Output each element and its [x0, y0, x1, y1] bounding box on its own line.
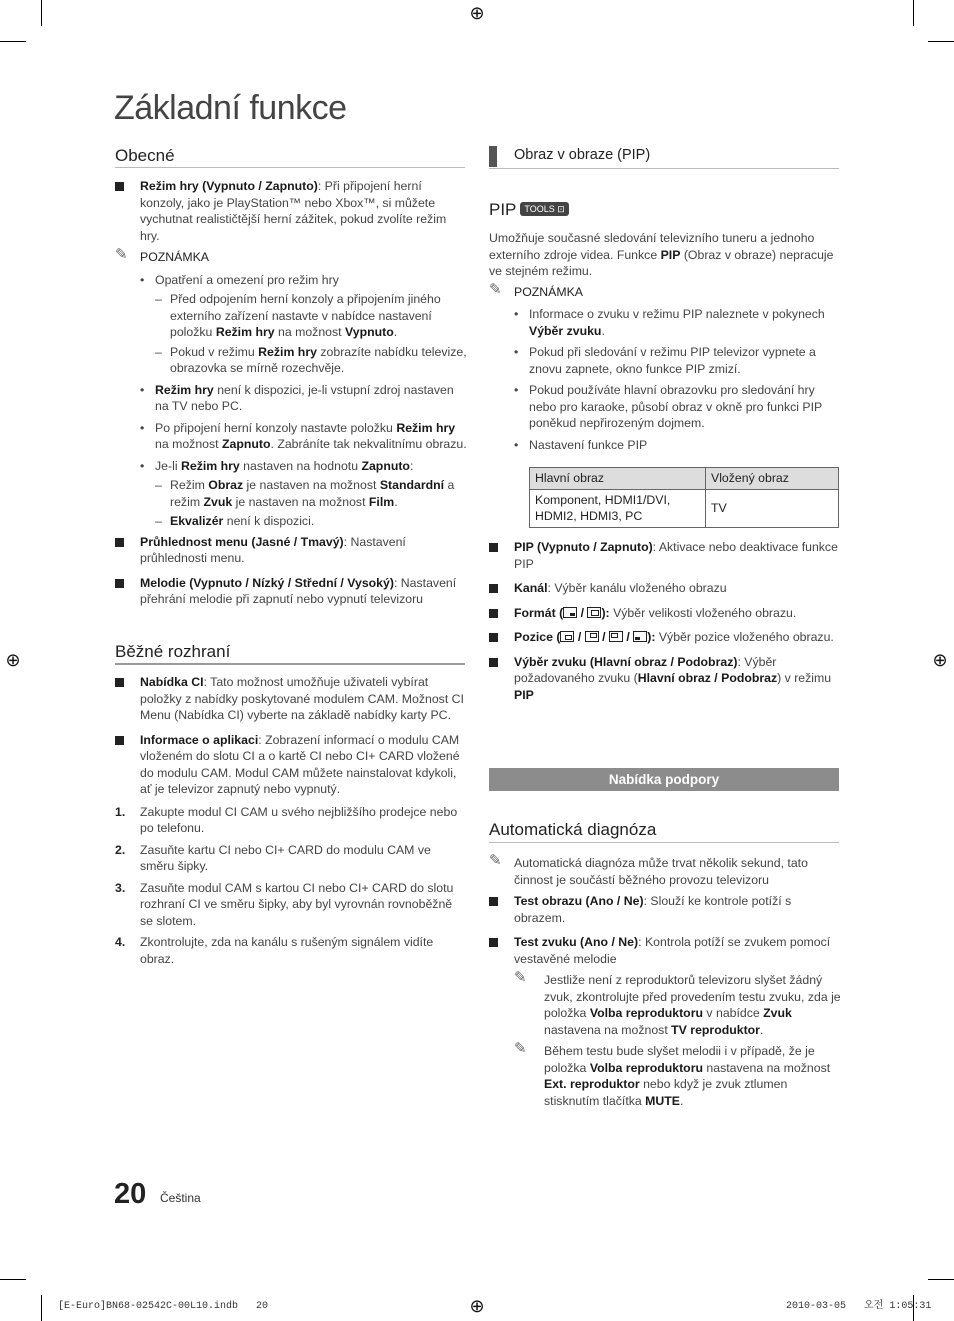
- step-text: Zakupte modul CI CAM u svého nejbližšího prodejce nebo po telefonu.: [140, 804, 458, 835]
- step-item: [115, 804, 465, 837]
- format-small-icon: [563, 607, 577, 618]
- bold-term: ):: [601, 605, 610, 620]
- pip-title: PIP: [489, 200, 517, 219]
- bold-term: Ext. reproduktor: [544, 1077, 640, 1091]
- bezne-content: [115, 674, 465, 967]
- bullet-square-icon: [489, 658, 498, 667]
- text: Jestliže není z reproduktorů televizoru slyšet žádný zvuk, zkontrolujte před provedením testu zvuku, zda je položka: [544, 973, 841, 1020]
- text: Je-li: [155, 458, 181, 473]
- bold-term: Režim hry: [258, 344, 317, 359]
- bullet-square-icon: [115, 736, 124, 745]
- bold-term: PIP: [660, 247, 681, 262]
- bold-term: Standardní: [379, 478, 445, 492]
- bold-term: PIP (Vypnuto / Zapnuto): [514, 540, 653, 554]
- bullet-pip: [489, 539, 841, 572]
- heading-rule: [489, 842, 839, 843]
- dash-icon: –: [155, 344, 162, 359]
- bullet-dot-icon: •: [140, 458, 145, 473]
- crop-mark: [913, 0, 914, 26]
- bullet-text: Výběr velikosti vloženého obrazu.: [609, 605, 797, 620]
- bullet-text: : Zobrazení informací o modulu CAM vloženém do slotu CI a o kartě CI nebo CI+ CARD vložené do modulu CAM. Modul CAM můžete nainstalovat kdykoli, ať je televizor zapnutý nebo vypnutý.: [140, 732, 460, 796]
- text: Umožňuje současné sledování televizního tuneru a jednoho externího zdroje videa. Funkce: [489, 231, 815, 262]
- text: .: [393, 325, 398, 339]
- dash-icon: –: [155, 514, 162, 528]
- step-text: Zasuňte modul CAM s kartou CI nebo CI+ CARD do slotu rozhraní CI ve směru šipky, aby byl vyrovnán rovnoběžně se slotem.: [140, 880, 454, 928]
- pencil-note-icon: ✎: [514, 969, 527, 986]
- bold-term: ):: [647, 630, 656, 644]
- registration-mark-icon: ⊕: [469, 1296, 485, 1316]
- step-number: 3.: [115, 880, 126, 895]
- bold-term: MUTE: [645, 1093, 680, 1108]
- bullet-dot-icon: •: [514, 345, 519, 359]
- note-header: [115, 246, 467, 266]
- bullet-test-zvuku: [489, 934, 841, 967]
- text: : Výběr požadovaného zvuku (: [514, 654, 777, 685]
- bullet-text: : Slouží ke kontrole potíží s obrazem.: [514, 894, 792, 925]
- bullet-format: [489, 605, 841, 622]
- text: (Obraz v obraze) nepracuje ve stejném režimu.: [489, 247, 834, 278]
- bullet-pozice: [489, 629, 841, 646]
- table-cell: TV: [706, 489, 839, 527]
- bullet-text: Výběr pozice vloženého obrazu.: [655, 630, 834, 644]
- bold-term: TV reproduktor: [671, 1022, 760, 1037]
- pip-options: [489, 539, 841, 703]
- note-label: POZNÁMKA: [140, 250, 210, 264]
- step-text: Zasuňte kartu CI nebo CI+ CARD do modulu CAM ve směru šipky.: [140, 842, 431, 873]
- bullet-kanal: [489, 580, 841, 597]
- dash-item: [155, 291, 467, 341]
- text: je nastaven na možnost: [232, 494, 369, 509]
- bullet-dot-icon: •: [514, 307, 519, 321]
- text: není k dispozici.: [223, 514, 315, 528]
- step-item: [115, 934, 465, 967]
- bold-term: Nabídka CI: [140, 675, 204, 689]
- obecne-content: [115, 178, 467, 608]
- heading-rule: [115, 167, 465, 168]
- step-text: Zkontrolujte, zda na kanálu s rušeným signálem vidíte obraz.: [140, 935, 434, 966]
- bold-term: Film: [368, 494, 395, 509]
- bold-term: PIP: [514, 687, 534, 702]
- separator: /: [622, 630, 634, 644]
- bold-term: Formát (: [514, 605, 564, 620]
- bold-term: Volba reproduktoru: [589, 1006, 703, 1020]
- table-cell: Komponent, HDMI1/DVI, HDMI2, HDMI3, PC: [530, 489, 706, 527]
- bold-term: Výběr zvuku (Hlavní obraz / Podobraz): [514, 654, 738, 669]
- bullet-text: : Nastavení přehrání melodie při zapnutí nebo vypnutí televizoru: [140, 575, 457, 606]
- text: Informace o zvuku v režimu PIP naleznete v pokynech: [529, 307, 825, 321]
- text: nastavena na možnost: [544, 1022, 672, 1037]
- tools-icon: ⊡: [557, 204, 565, 214]
- bold-term: Režim hry: [396, 420, 456, 435]
- bold-term: Informace o aplikaci: [140, 732, 259, 747]
- position-bottom-right-icon: [560, 631, 574, 642]
- bold-term: Volba reproduktoru: [589, 1060, 703, 1075]
- text: nebo když je zvuk ztlumen stisknutím tlačítka: [544, 1077, 788, 1108]
- section-title: Obraz v obraze (PIP): [514, 147, 651, 163]
- bold-term: Melodie (Vypnuto / Nízký / Střední / Vysoký): [140, 575, 394, 590]
- note-text: Pokud při sledování v režimu PIP televizor vypnete a znovu zapnete, okno funkce PIP zmizí.: [529, 345, 816, 376]
- note-item: [514, 306, 839, 339]
- text: Během testu bude slyšet melodii i v případě, že je položka: [544, 1044, 815, 1075]
- crop-mark: [0, 41, 26, 42]
- bold-term: Obraz: [208, 478, 244, 492]
- note-label: POZNÁMKA: [514, 284, 584, 299]
- pencil-note-icon: ✎: [489, 852, 502, 869]
- bullet-text: : Aktivace nebo deaktivace funkce PIP: [514, 540, 838, 571]
- text: zobrazíte nabídku televize, obrazovka se mírně rozechvěje.: [170, 344, 467, 375]
- note-item: [140, 458, 467, 475]
- dash-item: [155, 477, 467, 510]
- step-item: [115, 842, 465, 875]
- bullet-dot-icon: •: [140, 272, 145, 287]
- note-item: [514, 1040, 841, 1109]
- text: nastaven na hodnotu: [239, 458, 362, 473]
- bullet-dot-icon: •: [514, 437, 519, 452]
- bullet-square-icon: [115, 678, 124, 687]
- text: .: [394, 494, 398, 509]
- section-heading-auto-diagnoza: Automatická diagnóza: [489, 820, 657, 839]
- position-top-left-icon: [609, 631, 623, 642]
- dash-icon: –: [155, 478, 162, 492]
- text: .: [601, 323, 605, 338]
- bold-term: Režim hry: [215, 325, 275, 339]
- text: je nastaven na možnost: [243, 478, 380, 492]
- page-language: Čeština: [160, 1191, 201, 1205]
- text: nastavena na možnost: [703, 1060, 831, 1075]
- registration-mark-icon: ⊕: [469, 3, 485, 23]
- note-text: Nastavení funkce PIP: [529, 437, 648, 452]
- text: Režim: [170, 478, 209, 492]
- text: Před odpojením herní konzoly a připojením jiného externího zařízení nastavte v nabídce nastavení položku: [170, 292, 441, 339]
- bullet-pruhlednost: [115, 534, 467, 567]
- format-large-icon: [587, 607, 601, 618]
- bold-term: Průhlednost menu (Jasné / Tmavý): [140, 534, 344, 549]
- crop-mark: [0, 1279, 26, 1280]
- bullet-square-icon: [489, 938, 498, 947]
- bullet-text: : Tato možnost umožňuje uživateli vybírat položky z nabídky poskytované modulem CAM. Možnost CI Menu (Nabídka CI) vyberte na základě nabídky karty PC.: [140, 675, 464, 722]
- separator: /: [577, 605, 588, 620]
- note-list: [489, 306, 839, 453]
- bold-term: Hlavní obraz / Podobraz: [637, 671, 778, 685]
- bullet-text: : Při připojení herní konzoly, jako je PlayStation™ nebo Xbox™, si můžete vychutnat realističtější herní zážitek, pokud zvolíte režim hry.: [140, 179, 447, 243]
- page-title: Základní funkce: [114, 89, 347, 127]
- note-text: Opatření a omezení pro režim hry: [155, 272, 339, 287]
- note-item: [140, 420, 467, 453]
- note-item: [514, 382, 839, 432]
- bold-term: Režim hry: [155, 382, 214, 397]
- crop-mark: [41, 0, 42, 26]
- support-menu-banner: Nabídka podpory: [489, 768, 839, 791]
- dash-list: [140, 477, 467, 530]
- dash-item: [155, 344, 467, 377]
- text: .: [679, 1093, 684, 1108]
- dash-item: [155, 513, 467, 530]
- bold-term: Výběr zvuku: [529, 323, 602, 338]
- bold-term: Zapnuto: [222, 437, 271, 451]
- bold-term: Zapnuto: [361, 458, 410, 473]
- dash-list: [140, 291, 467, 377]
- text: :: [409, 458, 414, 473]
- bold-term: Test obrazu (Ano / Ne): [514, 894, 644, 908]
- bullet-dot-icon: •: [140, 382, 145, 397]
- text: Po připojení herní konzoly nastavte položku: [155, 420, 397, 435]
- bullet-dot-icon: •: [514, 383, 519, 397]
- crop-mark: [928, 41, 954, 42]
- auto-content: [489, 852, 841, 1109]
- position-top-right-icon: [585, 631, 599, 642]
- text: .: [759, 1022, 764, 1037]
- pip-settings-table: [529, 467, 839, 528]
- bullet-test-obrazu: [489, 893, 841, 926]
- bold-term: Pozice (: [514, 630, 561, 644]
- note-item: [140, 382, 467, 415]
- note-item: [514, 437, 839, 454]
- text: a režim: [170, 478, 455, 509]
- step-number: 1.: [115, 804, 126, 819]
- separator: /: [574, 630, 585, 644]
- note-item: [514, 344, 839, 377]
- note-text: není k dispozici, je-li vstupní zdroj nastaven na TV nebo PC.: [155, 382, 454, 413]
- step-item: [115, 880, 465, 930]
- text: . Zabráníte tak nekvalitnímu obrazu.: [270, 437, 467, 451]
- dash-icon: –: [155, 292, 162, 306]
- bullet-square-icon: [115, 182, 124, 191]
- step-number: 4.: [115, 935, 126, 949]
- note-header: [489, 280, 839, 301]
- bullet-square-icon: [489, 609, 498, 618]
- bullet-melodie: [115, 575, 467, 608]
- text: na možnost: [155, 437, 222, 451]
- position-bottom-left-icon: [633, 631, 647, 642]
- bullet-square-icon: [489, 897, 498, 906]
- bullet-informace-aplikaci: [115, 732, 465, 798]
- bold-term: Zvuk: [203, 494, 233, 509]
- bold-term: Test zvuku (Ano / Ne): [514, 935, 639, 949]
- registration-mark-icon: ⊕: [5, 650, 21, 670]
- bullet-square-icon: [115, 538, 124, 547]
- bullet-square-icon: [489, 543, 498, 552]
- bold-term: Zvuk: [763, 1006, 792, 1020]
- pencil-note-icon: ✎: [489, 280, 502, 298]
- bullet-square-icon: [489, 584, 498, 593]
- bullet-text: : Výběr kanálu vloženého obrazu: [547, 581, 727, 595]
- note-list: [115, 272, 467, 530]
- section-heading-bezne-rozhrani: Běžné rozhraní: [115, 642, 231, 661]
- table-header-cell: Hlavní obraz: [530, 468, 706, 490]
- table-header-cell: Vložený obraz: [706, 468, 839, 490]
- bullet-square-icon: [115, 579, 124, 588]
- separator: /: [598, 630, 609, 644]
- page-number: 20: [114, 1178, 147, 1210]
- note-item: [489, 852, 841, 888]
- print-footer-left: [E-Euro]BN68-02542C-00L10.indb 20: [58, 1301, 269, 1312]
- bullet-square-icon: [489, 633, 498, 642]
- bold-term: Režim hry (Vypnuto / Zapnuto): [140, 179, 318, 193]
- table-row: [530, 489, 839, 527]
- text: na možnost: [274, 325, 345, 339]
- bullet-text: : Nastavení průhlednosti menu.: [140, 534, 406, 565]
- tools-badge: [520, 202, 568, 216]
- bullet-text: : Kontrola potíží se zvukem pomocí vestavěné melodie: [514, 935, 831, 966]
- note-text: Automatická diagnóza může trvat několik sekund, tato činnost je součástí běžného provozu televizoru: [514, 856, 808, 887]
- note-item: [140, 272, 467, 289]
- text: ) v režimu: [777, 671, 832, 685]
- heading-rule: [115, 663, 465, 665]
- pip-intro: [489, 230, 839, 280]
- crop-mark: [41, 1295, 42, 1321]
- bold-term: Ekvalizér: [170, 514, 224, 528]
- bold-term: Vypnuto: [345, 325, 394, 339]
- note-item: [514, 969, 841, 1038]
- registration-mark-icon: ⊕: [932, 650, 948, 670]
- tools-label: TOOLS: [524, 204, 555, 214]
- pencil-note-icon: ✎: [514, 1040, 527, 1057]
- section-rule: [489, 168, 839, 169]
- section-marker: [489, 146, 497, 167]
- pip-heading: [489, 199, 569, 221]
- section-heading-obecne: Obecné: [115, 146, 175, 165]
- bullet-nabidka-ci: [115, 674, 465, 724]
- note-text: Pokud používáte hlavní obrazovku pro sledování hry nebo pro karaoke, působí obraz v okně pro funkci PIP poněkud nepřirozeným dojmem.: [529, 383, 823, 430]
- table-header-row: [530, 468, 839, 490]
- text: v nabídce: [703, 1006, 764, 1020]
- print-footer-right: 2010-03-05 오전 1:05:31: [786, 1301, 932, 1312]
- bold-term: Kanál: [514, 581, 548, 595]
- pencil-note-icon: ✎: [115, 246, 128, 263]
- note-list: [489, 969, 841, 1109]
- text: Pokud v režimu: [170, 344, 259, 359]
- bullet-dot-icon: •: [140, 420, 145, 435]
- bullet-rezim-hry: [115, 178, 467, 244]
- bullet-vyber-zvuku: [489, 654, 841, 704]
- pip-content: [489, 230, 839, 453]
- step-number: 2.: [115, 842, 126, 857]
- crop-mark: [928, 1279, 954, 1280]
- bold-term: Režim hry: [180, 458, 240, 473]
